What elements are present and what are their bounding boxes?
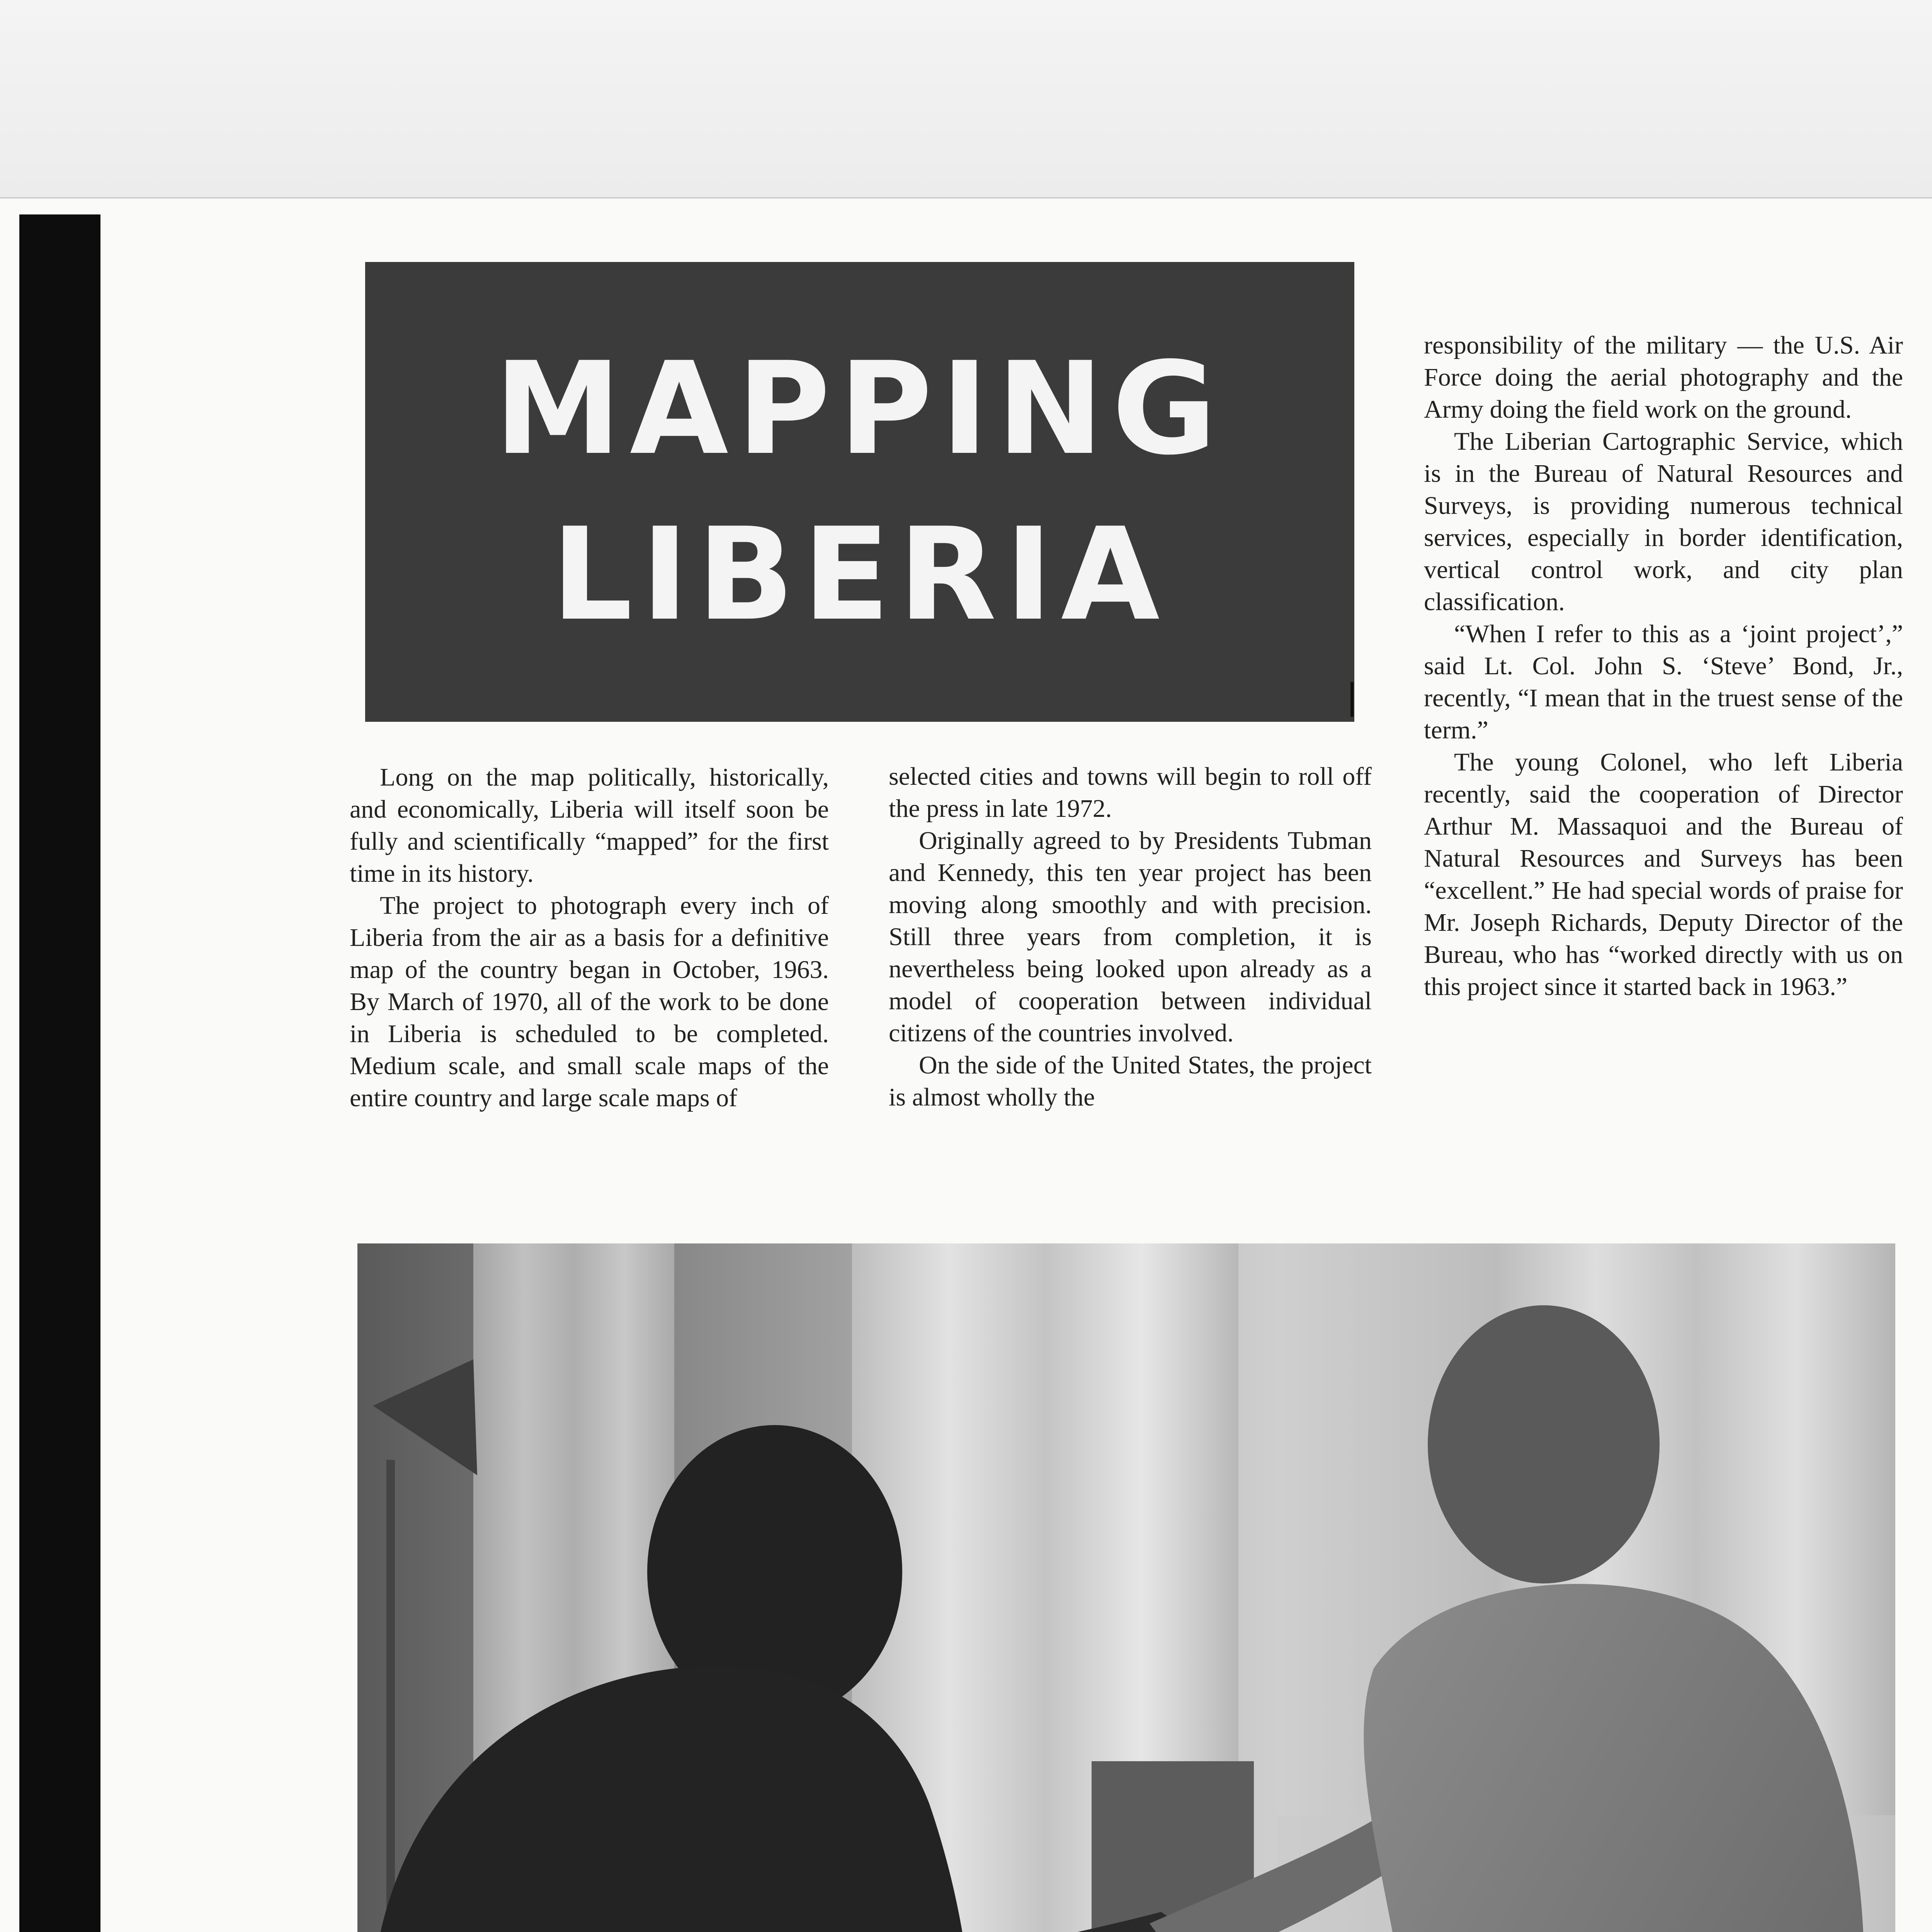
paragraph: The project to photograph every inch of Liberia from the air as a basis for a definitive map of the country began in October, 1963. By March of 1970, all of the work to be done in Liberia is scheduled to be completed. Medium scale, and small scale maps of the entire country and large scale maps of <box>350 891 829 1112</box>
title-box <box>365 262 1354 722</box>
paragraph: The young Colonel, who left Liberia recently, said the cooperation of Director Arthur M. Massaquoi and the Bureau of Natural Resources and Surveys has been “excellent.” He had special words of praise for Mr. Joseph Richards, Deputy Director of the Bureau, who has “worked directly with us on this project since it started back in 1963.” <box>1424 748 1903 1001</box>
paragraph: selected cities and towns will begin to roll off the press in late 1972. <box>889 762 1372 823</box>
article-column-2 <box>889 760 1372 1113</box>
paragraph: The Liberian Cartographic Service, which is in the Bureau of Natural Resources and Surveys, is providing numerous technical services, especially in border identification, vertical control work, and city plan classification. <box>1424 427 1903 616</box>
paragraph: On the side of the United States, the project is almost wholly the <box>889 1051 1372 1111</box>
title-line-2: LIBERIA <box>551 500 1168 649</box>
article-column-3 <box>1424 329 1903 1003</box>
handshake-photo <box>357 1243 1895 1932</box>
scanner-margin <box>0 0 1932 197</box>
article-column-1 <box>350 761 829 1114</box>
paragraph: “When I refer to this as a ‘joint project’,” said Lt. Col. John S. ‘Steve’ Bond, Jr., recently, “I mean that in the truest sense of the term.” <box>1424 620 1903 744</box>
paragraph: Originally agreed to by Presidents Tubman and Kennedy, this ten year project has been moving along smoothly and with precision. Still three years from completion, it is nevertheless being looked upon already as a model of cooperation between individual citizens of the countries involved. <box>889 827 1372 1047</box>
person-right-head <box>1428 1305 1660 1583</box>
title-line-1: MAPPING <box>494 335 1225 483</box>
paragraph: responsibility of the military — the U.S. Air Force doing the aerial photography and the Army doing the field work on the ground. <box>1424 331 1903 423</box>
print-mark <box>1350 682 1354 717</box>
paragraph: Long on the map politically, historically, and economically, Liberia will itself soon be fully and scientifically “mapped” for the first time in its history. <box>350 763 829 888</box>
page-edge-shadow <box>19 214 100 1932</box>
